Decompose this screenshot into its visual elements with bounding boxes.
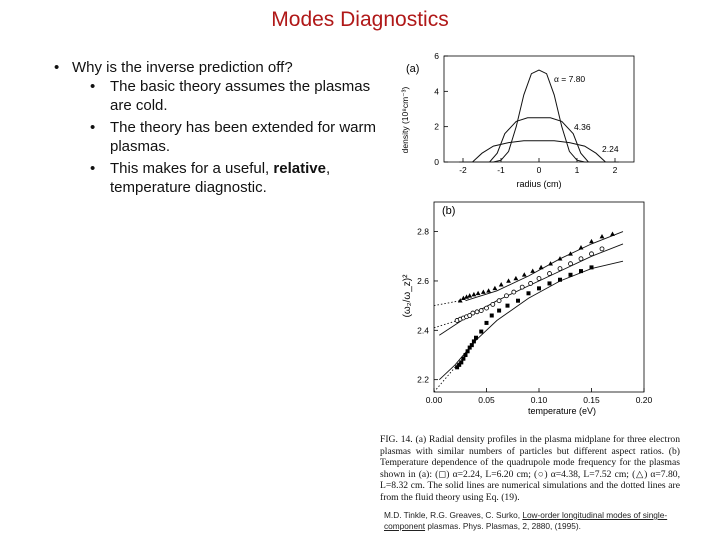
data-point-square	[516, 299, 520, 303]
data-point-square	[464, 353, 468, 357]
data-point-square	[461, 357, 465, 361]
data-point-circle	[600, 247, 604, 251]
sub-bullet: • The basic theory assumes the plasmas are cold.	[48, 77, 378, 115]
data-point-square	[497, 309, 501, 313]
data-point-square	[527, 291, 531, 295]
data-point-square	[558, 278, 562, 282]
data-point-triangle	[514, 276, 519, 280]
panel-b-points	[455, 231, 615, 369]
sub-bullet: • The theory has been extended for warm plasmas.	[48, 118, 378, 156]
citation-authors: M.D. Tinkle, R.G. Greaves, C. Surko,	[384, 510, 523, 520]
panel-b-lines	[434, 232, 623, 392]
data-point-square	[474, 336, 478, 340]
data-point-triangle	[481, 289, 486, 293]
data-point-square	[579, 269, 583, 273]
data-point-circle	[479, 309, 483, 313]
panel-b-ytick-label: 2.2	[417, 374, 429, 385]
data-point-triangle	[610, 231, 615, 235]
panel-b	[402, 202, 653, 416]
bullet-list	[48, 58, 378, 197]
panel-a-ytick-label: 6	[434, 51, 439, 61]
data-point-square	[466, 349, 470, 353]
data-point-circle	[475, 310, 479, 314]
data-point-circle	[548, 272, 552, 276]
panel-b-ylabel: (ω₂/ω_z)²	[402, 274, 413, 318]
data-point-circle	[590, 252, 594, 256]
data-point-triangle	[472, 292, 477, 296]
panel-a-xtick-label: -1	[497, 165, 505, 175]
fluid-theory-line-1	[434, 301, 460, 306]
panel-a-series	[459, 70, 619, 162]
data-point-circle	[529, 281, 533, 285]
panel-b-axes	[417, 202, 652, 405]
annot-alpha-436: 4.36	[574, 122, 591, 132]
data-point-triangle	[486, 288, 491, 292]
citation-title-link[interactable]: Low-order longitudinal modes of single-component	[384, 510, 668, 531]
data-point-triangle	[506, 278, 511, 282]
panel-a-xtick-label: 2	[612, 165, 618, 175]
slide-title: Modes Diagnostics	[271, 8, 449, 31]
density-profile-1	[467, 70, 611, 162]
panel-b-ytick-label: 2.6	[417, 275, 429, 286]
panel-b-xtick-label: 0.15	[583, 395, 600, 405]
panel-b-xlabel: temperature (eV)	[527, 406, 597, 416]
data-point-square	[506, 304, 510, 308]
data-point-circle	[537, 276, 541, 280]
data-point-square	[485, 321, 489, 325]
data-point-circle	[471, 311, 475, 315]
data-point-circle	[497, 299, 501, 303]
figure-caption: FIG. 14. (a) Radial density profiles in the plasma midplane for three electron plasmas with similar numbers of particles but different aspect ratios. (b) Temperature dependence of the quadrupole mode frequency for the plasmas shown in (a): (◻) α=2.24, L=6.20 cm; (○) α=4.38, L=7.52 cm; (△) α=7.80, L=8.32 cm. The solid lines are numerical simulations and the dotted lines are from the fluid theory using Eq. (19).	[380, 434, 680, 503]
data-point-square	[548, 281, 552, 285]
simulation-line-2	[439, 244, 623, 335]
data-point-square	[537, 286, 541, 290]
sub-bullet-bold: relative	[273, 160, 326, 177]
data-point-circle	[485, 306, 489, 310]
panel-a-label: (a)	[406, 63, 420, 75]
panel-a	[400, 51, 634, 189]
data-point-triangle	[476, 291, 481, 295]
data-point-triangle	[522, 272, 527, 276]
citation	[384, 510, 684, 532]
data-point-circle	[491, 302, 495, 306]
panel-b-label: (b)	[442, 205, 456, 217]
panel-a-ytick-label: 2	[434, 121, 439, 132]
annot-alpha-224: 2.24	[602, 144, 619, 154]
data-point-circle	[558, 267, 562, 271]
panel-b-xtick-label: 0.20	[635, 395, 653, 405]
data-point-triangle	[499, 282, 504, 286]
panel-a-ytick-label: 0	[434, 157, 439, 167]
panel-a-axes	[434, 51, 634, 175]
panel-a-xtick-label: -2	[459, 165, 467, 175]
panel-b-xtick-label: 0.00	[425, 395, 443, 405]
data-point-circle	[569, 262, 573, 266]
data-point-circle	[512, 290, 516, 294]
bullet-main: • Why is the inverse prediction off?	[48, 58, 378, 77]
panel-b-ytick-label: 2.4	[417, 325, 429, 336]
data-point-square	[479, 330, 483, 334]
data-point-triangle	[579, 245, 584, 249]
data-point-triangle	[539, 265, 544, 269]
figure-svg	[384, 44, 674, 436]
citation-journal: plasmas. Phys. Plasmas, 2, 2880, (1995).	[425, 521, 581, 531]
data-point-triangle	[600, 234, 605, 238]
panel-a-ylabel: density (10⁸cm⁻³)	[400, 86, 410, 154]
data-point-triangle	[530, 268, 535, 272]
panel-b-ytick-label: 2.8	[417, 226, 429, 237]
data-point-circle	[504, 294, 508, 298]
data-point-square	[590, 265, 594, 269]
sub-bullet	[48, 159, 378, 197]
data-point-square	[470, 343, 474, 347]
figure	[384, 44, 674, 436]
data-point-square	[569, 273, 573, 277]
annot-alpha-780: α = 7.80	[554, 74, 586, 84]
data-point-triangle	[589, 239, 594, 243]
panel-a-xlabel: radius (cm)	[516, 179, 562, 189]
panel-b-xtick-label: 0.10	[530, 395, 548, 405]
data-point-triangle	[467, 293, 472, 297]
data-point-square	[459, 360, 463, 364]
panel-a-xtick-label: 0	[536, 165, 542, 175]
data-point-circle	[579, 257, 583, 261]
data-point-triangle	[493, 286, 498, 290]
panel-a-ytick-label: 4	[434, 86, 439, 97]
sub-bullet-text: , temperature diagnostic.	[110, 160, 331, 196]
panel-b-xtick-label: 0.05	[478, 395, 495, 405]
data-point-square	[490, 314, 494, 318]
data-point-square	[472, 339, 476, 343]
sub-bullet-text: This makes for a useful,	[110, 160, 274, 177]
panel-a-xtick-label: 1	[574, 165, 580, 175]
data-point-circle	[520, 285, 524, 289]
simulation-line-3	[439, 261, 623, 380]
